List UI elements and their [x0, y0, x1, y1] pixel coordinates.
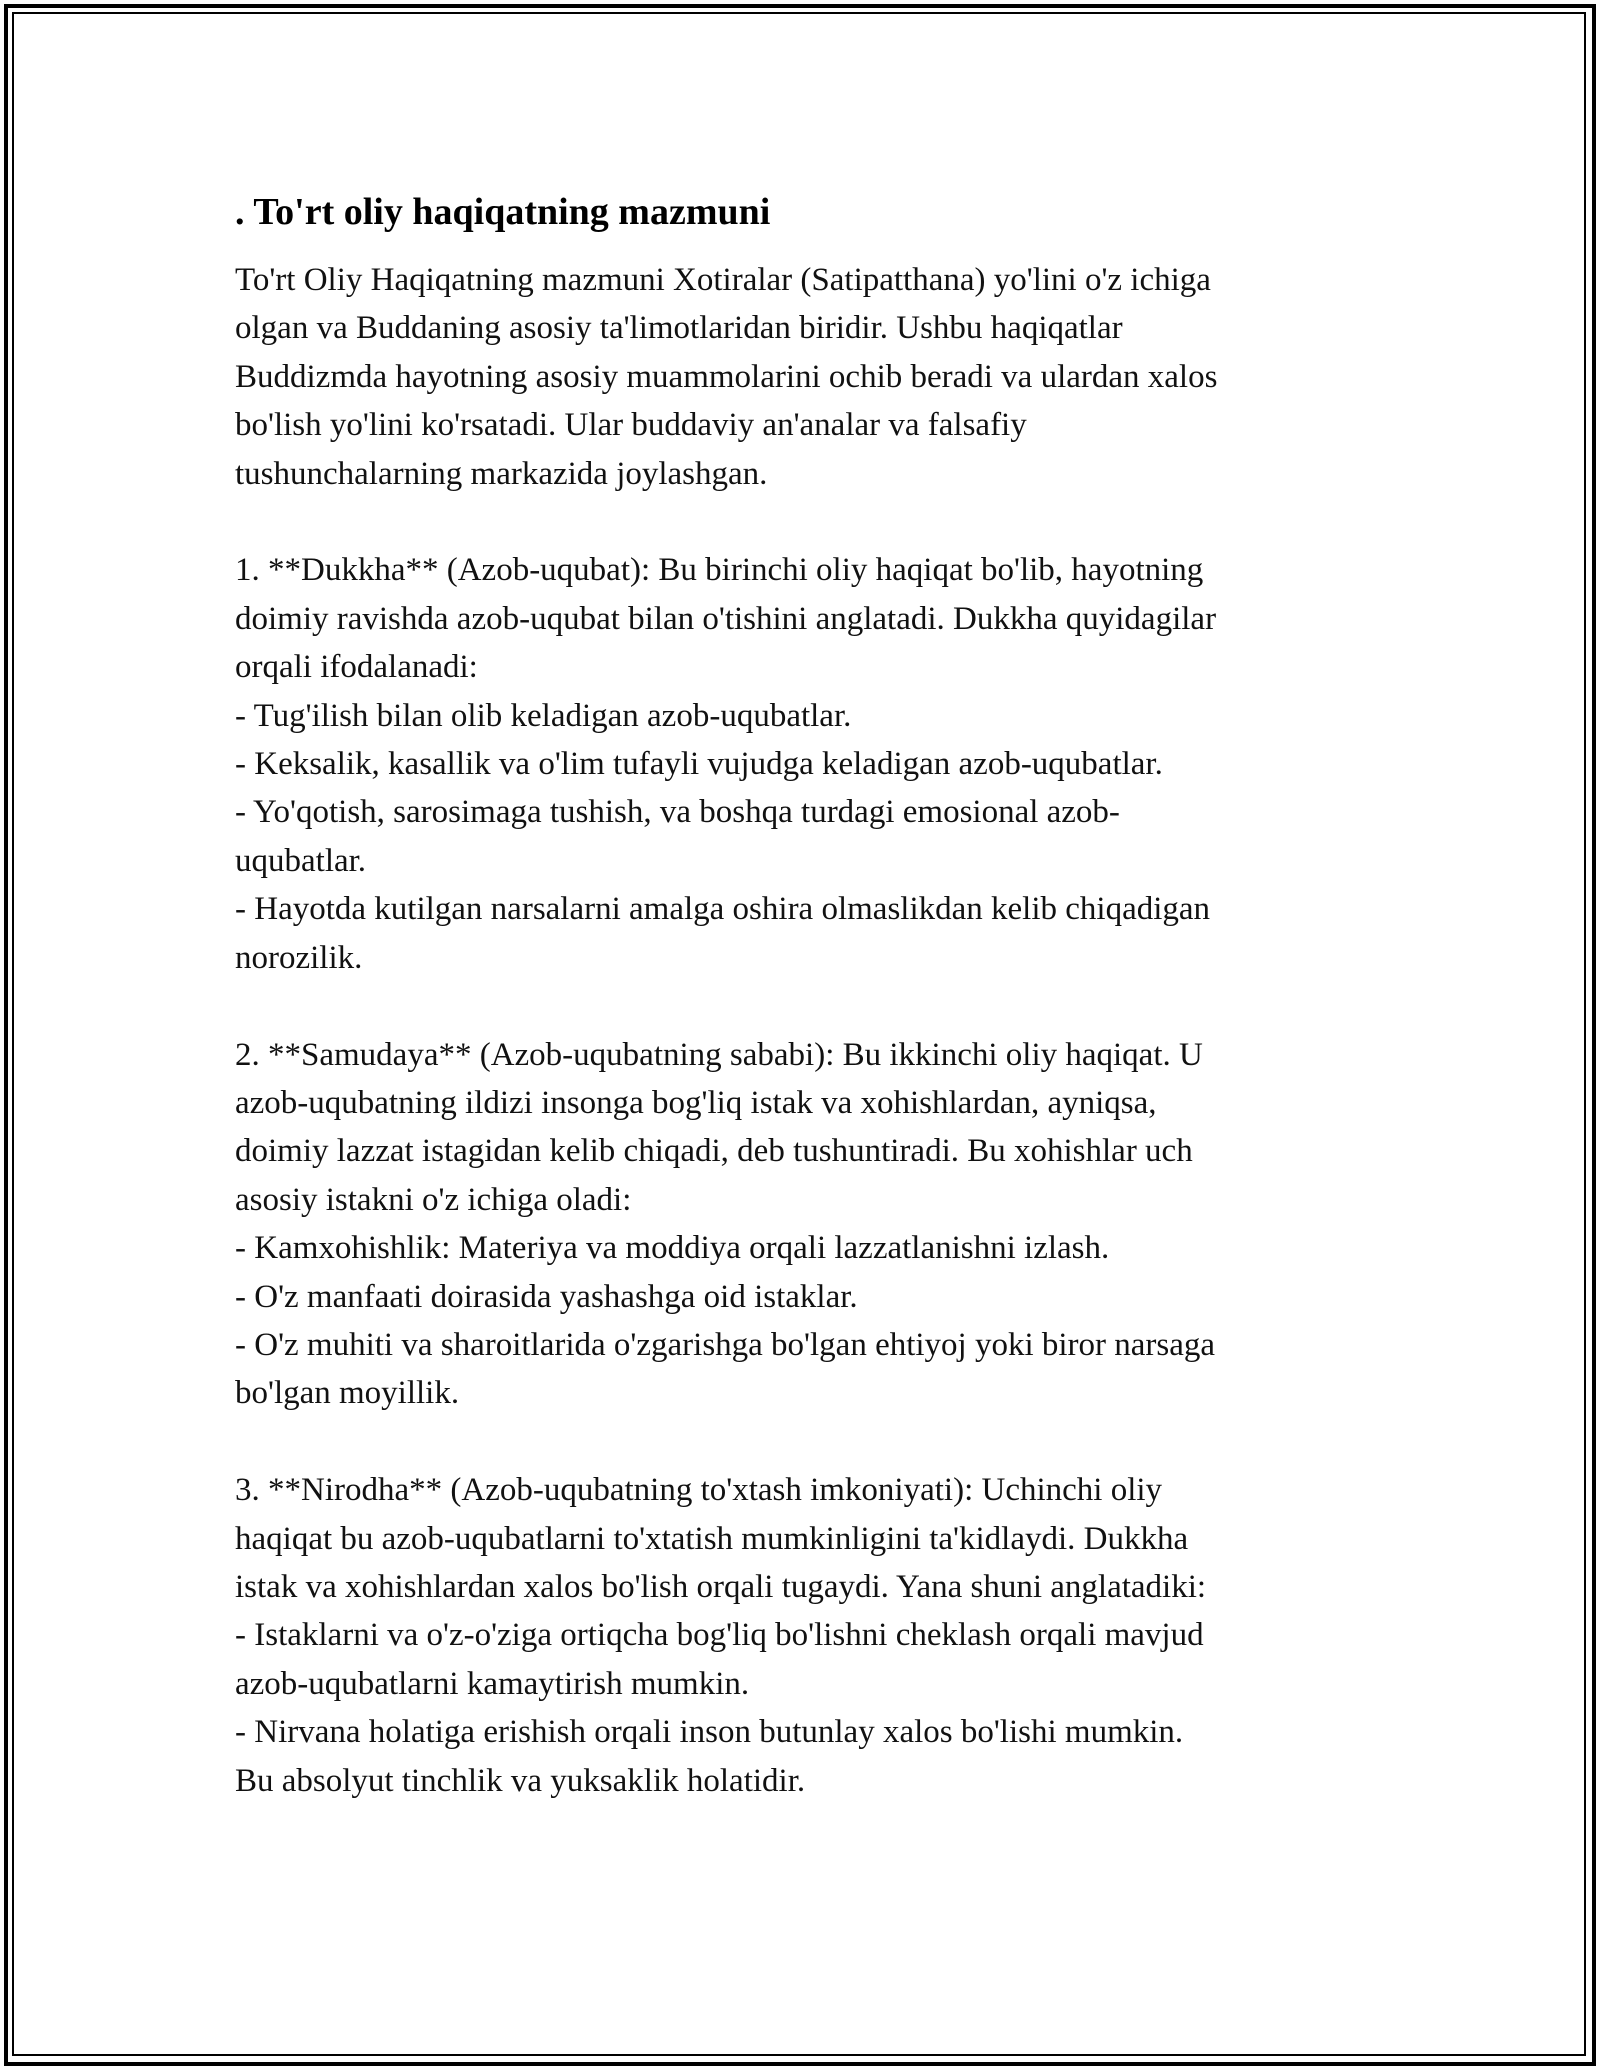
document-heading: . To'rt oliy haqiqatning mazmuni	[235, 191, 771, 233]
document-content	[235, 186, 1365, 1805]
document-body: To'rt Oliy Haqiqatning mazmuni Xotiralar (Satipatthana) yo'lini o'z ichiga olgan va Buddaning asosiy ta'limotlaridan biridir. Ushbu haqiqatlar Buddizmda hayotning asosiy muammolarini ochib beradi va ulardan xalos bo'lish yo'lini ko'rsatadi. Ular buddaviy an'analar va falsafiy tushunchalarning markazida joylashgan. 1. **Dukkha** (Azob-uqubat): Bu birinchi oliy haqiqat bo'lib, hayotning doimiy ravishda azob-uqubat bilan o'tishini anglatadi. Dukkha quyidagilar orqali ifodalanadi: - Tug'ilish bilan olib keladigan azob-uqubatlar. - Keksalik, kasallik va o'lim tufayli vujudga keladigan azob-uqubatlar. - Yo'qotish, sarosimaga tushish, va boshqa turdagi emosional azob- uqubatlar. - Hayotda kutilgan narsalarni amalga oshira olmaslikdan kelib chiqadigan norozilik. 2. **Samudaya** (Azob-uqubatning sababi): Bu ikkinchi oliy haqiqat. U azob-uqubatning ildizi insonga bog'liq istak va xohishlardan, ayniqsa, doimiy lazzat istagidan kelib chiqadi, deb tushuntiradi. Bu xohishlar uch asosiy istakni o'z ichiga oladi: - Kamxohishlik: Materiya va moddiya orqali lazzatlanishni izlash. - O'z manfaati doirasida yashashga oid istaklar. - O'z muhiti va sharoitlarida o'zgarishga bo'lgan ehtiyoj yoki biror narsaga bo'lgan moyillik. 3. **Nirodha** (Azob-uqubatning to'xtash imkoniyati): Uchinchi oliy haqiqat bu azob-uqubatlarni to'xtatish mumkinligini ta'kidlaydi. Dukkha istak va xohishlardan xalos bo'lish orqali tugaydi. Yana shuni anglatadiki: - Istaklarni va o'z-o'ziga ortiqcha bog'liq bo'lishni cheklash orqali mavjud azob-uqubatlarni kamaytirish mumkin. - Nirvana holatiga erishish orqali inson butunlay xalos bo'lishi mumkin. Bu absolyut tinchlik va yuksaklik holatidir.	[235, 262, 1218, 1799]
